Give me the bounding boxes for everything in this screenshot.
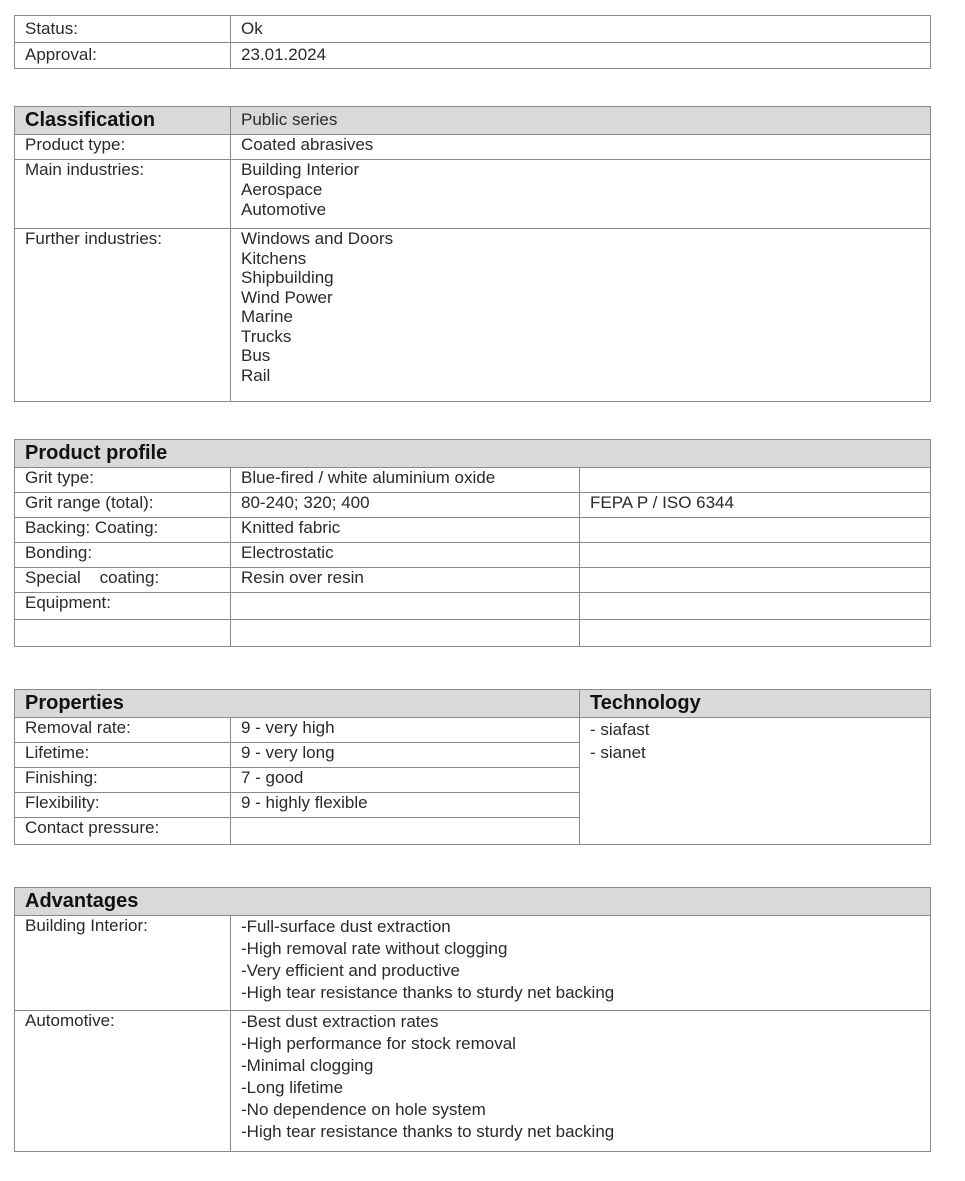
classification-table [14,106,931,402]
profile-label: Equipment: [15,593,231,620]
classification-heading: Classification [15,107,231,135]
list-item: Wind Power [241,287,333,307]
property-label: Contact pressure: [15,818,231,845]
list-item: -High tear resistance thanks to sturdy net backing [241,983,615,1002]
classification-header-row [15,107,931,135]
list-item: -Minimal clogging [241,1056,374,1075]
list-item: Kitchens [241,248,307,268]
table-row [15,593,931,620]
profile-extra [580,620,931,647]
advantages-table [14,887,931,1152]
list-item: Rail [241,365,271,385]
technology-heading: Technology [580,690,931,718]
product-type-value: Coated abrasives [231,135,931,160]
profile-label: Grit type: [15,468,231,493]
table-row [15,718,931,743]
approval-row [15,43,931,69]
technology-list [580,718,931,845]
table-row [15,620,931,647]
profile-label: Special coating: [15,568,231,593]
profile-extra [580,568,931,593]
list-item: -No dependence on hole system [241,1100,486,1119]
list-item: -Best dust extraction rates [241,1012,439,1031]
approval-value: 23.01.2024 [231,43,931,69]
main-industries-row [15,160,931,229]
product-type-row [15,135,931,160]
profile-extra [580,593,931,620]
property-value: 7 - good [231,768,580,793]
list-item: - siafast [590,720,650,739]
profile-label [15,620,231,647]
list-item: -Long lifetime [241,1078,344,1097]
properties-table [14,689,931,845]
table-row [15,518,931,543]
further-industries-label: Further industries: [15,229,231,402]
list-item: Automotive [241,200,327,219]
list-item: - sianet [590,743,646,762]
profile-value [231,593,580,620]
list-item: -High performance for stock removal [241,1034,516,1053]
product-type-label: Product type: [15,135,231,160]
further-industries-list [231,229,931,402]
profile-value [231,620,580,647]
table-row [15,543,931,568]
building-interior-list [231,916,931,1011]
building-interior-label: Building Interior: [15,916,231,1011]
automotive-list [231,1011,931,1152]
properties-heading: Properties [15,690,580,718]
list-item: Marine [241,307,293,326]
profile-label: Grit range (total): [15,493,231,518]
profile-extra: FEPA P / ISO 6344 [580,493,931,518]
property-label: Removal rate: [15,718,231,743]
table-row [15,493,931,518]
classification-series: Public series [231,107,931,135]
status-row [15,16,931,43]
property-value: 9 - very high [231,718,580,743]
profile-extra [580,468,931,493]
profile-value: Electrostatic [231,543,580,568]
advantages-heading: Advantages [15,888,931,916]
table-row [15,468,931,493]
status-label: Status: [15,16,231,43]
product-profile-heading: Product profile [15,440,931,468]
profile-value: Knitted fabric [231,518,580,543]
list-item: -Very efficient and productive [241,961,460,980]
profile-value: Blue-fired / white aluminium oxide [231,468,580,493]
main-industries-list [231,160,931,229]
advantages-header-row [15,888,931,916]
property-label: Lifetime: [15,743,231,768]
property-value [231,818,580,845]
list-item: Shipbuilding [241,268,334,287]
profile-value: Resin over resin [231,568,580,593]
automotive-row [15,1011,931,1152]
list-item: Building Interior [241,160,360,179]
approval-label: Approval: [15,43,231,69]
list-item: -High tear resistance thanks to sturdy net backing [241,1122,615,1141]
profile-label: Backing: Coating: [15,518,231,543]
main-industries-label: Main industries: [15,160,231,229]
building-interior-row [15,916,931,1011]
list-item: Trucks [241,326,292,346]
profile-value: 80-240; 320; 400 [231,493,580,518]
product-profile-header-row [15,440,931,468]
properties-header-row [15,690,931,718]
product-profile-table [14,439,931,647]
property-value: 9 - highly flexible [231,793,580,818]
status-value: Ok [231,16,931,43]
property-value: 9 - very long [231,743,580,768]
list-item: Aerospace [241,180,323,199]
profile-extra [580,543,931,568]
status-table [14,15,931,69]
list-item: -High removal rate without clogging [241,939,508,958]
further-industries-row [15,229,931,402]
profile-label: Bonding: [15,543,231,568]
list-item: Bus [241,346,271,365]
list-item: Windows and Doors [241,229,394,248]
property-label: Finishing: [15,768,231,793]
property-label: Flexibility: [15,793,231,818]
automotive-label: Automotive: [15,1011,231,1152]
profile-extra [580,518,931,543]
list-item: -Full-surface dust extraction [241,917,451,936]
table-row [15,568,931,593]
